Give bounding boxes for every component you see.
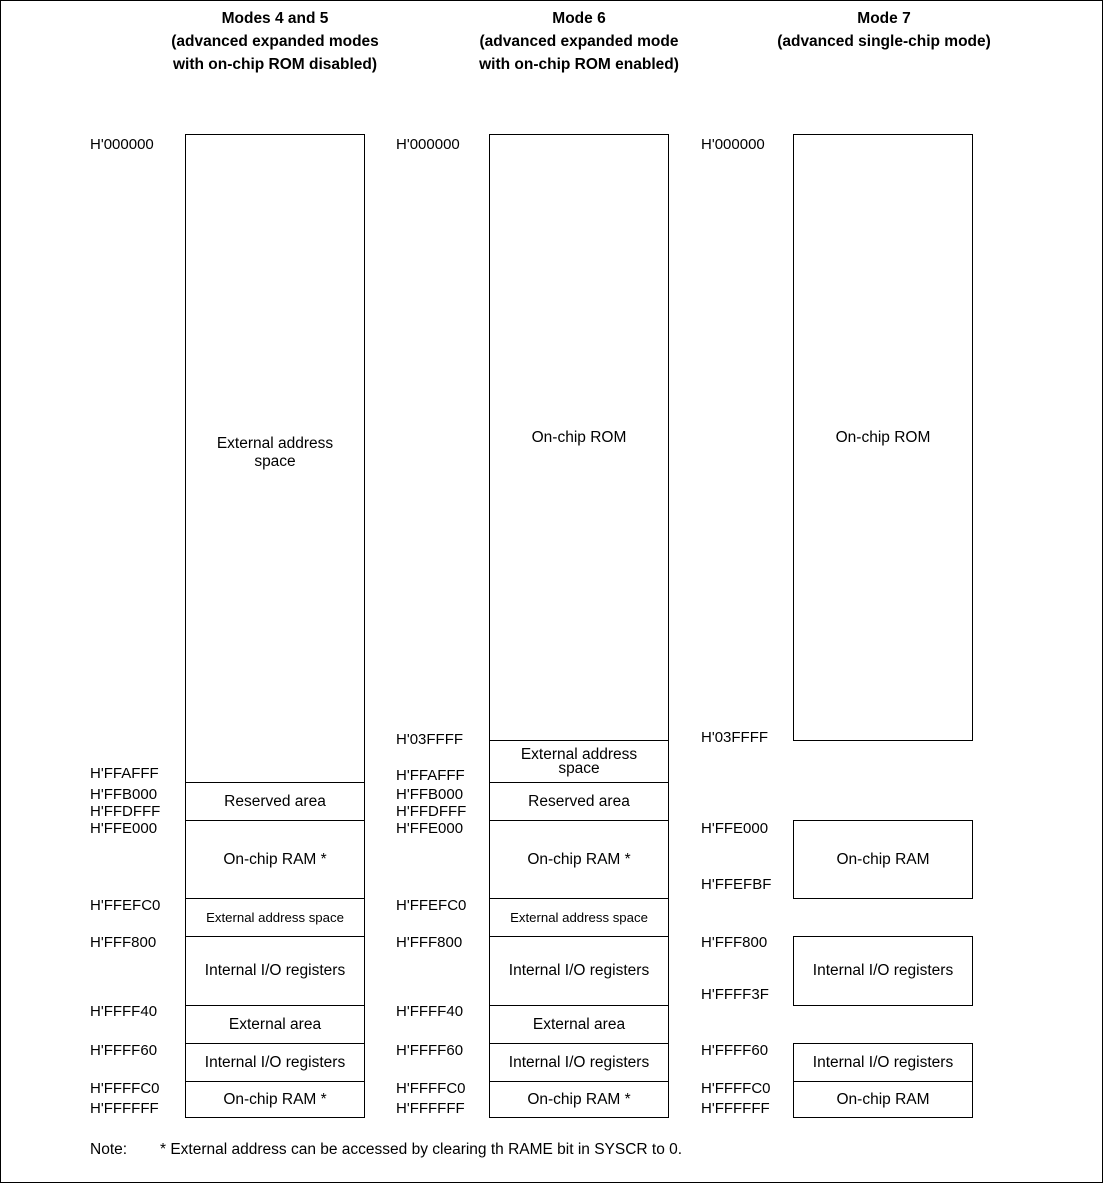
address-label: H'FFFFC0 xyxy=(396,1080,466,1097)
address-label: H'000000 xyxy=(701,136,765,153)
block-external-address-space: External address space xyxy=(185,898,365,937)
address-label: H'FFF800 xyxy=(90,934,157,951)
address-label: H'FFE000 xyxy=(701,820,769,837)
address-label: H'FFE000 xyxy=(396,820,464,837)
address-label: H'FFAFFF xyxy=(396,767,465,784)
address-label: H'FFFFC0 xyxy=(90,1080,160,1097)
address-label: H'FFFFC0 xyxy=(701,1080,771,1097)
block-external-address-space: External address space xyxy=(185,134,365,783)
block-on-chip-ram: On-chip RAM * xyxy=(185,820,365,899)
address-label: H'FFEFC0 xyxy=(396,897,467,914)
block-on-chip-ram: On-chip RAM * xyxy=(489,820,669,899)
block-on-chip-ram: On-chip RAM xyxy=(793,1081,973,1118)
address-label: H'FFB000 xyxy=(396,786,464,803)
address-label: H'000000 xyxy=(396,136,460,153)
footnote xyxy=(90,1141,682,1159)
address-label: H'FFFF60 xyxy=(90,1042,158,1059)
note-label: Note: xyxy=(90,1141,128,1158)
address-label: H'FFF800 xyxy=(701,934,768,951)
address-label: H'FFFF40 xyxy=(90,1003,158,1020)
note-text: * External address can be accessed by clearing th RAME bit in SYSCR to 0. xyxy=(160,1141,683,1158)
block-on-chip-ram: On-chip RAM * xyxy=(185,1081,365,1118)
address-label: H'000000 xyxy=(90,136,154,153)
block-internal-io-registers: Internal I/O registers xyxy=(489,1043,669,1082)
block-reserved-area: Reserved area xyxy=(185,782,365,821)
address-label: H'FFF800 xyxy=(396,934,463,951)
block-on-chip-ram: On-chip RAM xyxy=(793,820,973,899)
address-label: H'FFFF60 xyxy=(701,1042,769,1059)
block-external-area: External area xyxy=(489,1005,669,1044)
address-label: H'FFFF60 xyxy=(396,1042,464,1059)
block-on-chip-rom: On-chip ROM xyxy=(793,134,973,741)
block-internal-io-registers: Internal I/O registers xyxy=(793,1043,973,1082)
address-label: H'FFEFBF xyxy=(701,876,772,893)
block-on-chip-rom: On-chip ROM xyxy=(489,134,669,741)
address-label: H'FFAFFF xyxy=(90,765,159,782)
block-external-address-space: External address space xyxy=(489,898,669,937)
column-title-mode-6: Mode 6 (advanced expanded mode with on-chip ROM enabled) xyxy=(479,10,679,73)
block-reserved-area: Reserved area xyxy=(489,782,669,821)
address-label: H'FFFF3F xyxy=(701,986,769,1003)
address-label: H'03FFFF xyxy=(396,731,464,748)
block-internal-io-registers: Internal I/O registers xyxy=(793,936,973,1006)
column-title-modes-4-5: Modes 4 and 5 (advanced expanded modes with on-chip ROM disabled) xyxy=(171,10,379,73)
address-label: H'03FFFF xyxy=(701,729,769,746)
address-label: H'FFFFFF xyxy=(90,1100,159,1117)
block-external-address-space: External address space xyxy=(489,740,669,783)
address-label: H'FFB000 xyxy=(90,786,158,803)
address-label: H'FFDFFF xyxy=(396,803,467,820)
block-internal-io-registers: Internal I/O registers xyxy=(185,936,365,1006)
block-external-area: External area xyxy=(185,1005,365,1044)
block-internal-io-registers: Internal I/O registers xyxy=(185,1043,365,1082)
block-internal-io-registers: Internal I/O registers xyxy=(489,936,669,1006)
address-label: H'FFDFFF xyxy=(90,803,161,820)
address-label: H'FFEFC0 xyxy=(90,897,161,914)
address-label: H'FFFF40 xyxy=(396,1003,464,1020)
address-label: H'FFE000 xyxy=(90,820,158,837)
column-title-mode-7: Mode 7 (advanced single-chip mode) xyxy=(777,10,991,50)
address-label: H'FFFFFF xyxy=(396,1100,465,1117)
address-label: H'FFFFFF xyxy=(701,1100,770,1117)
block-on-chip-ram: On-chip RAM * xyxy=(489,1081,669,1118)
